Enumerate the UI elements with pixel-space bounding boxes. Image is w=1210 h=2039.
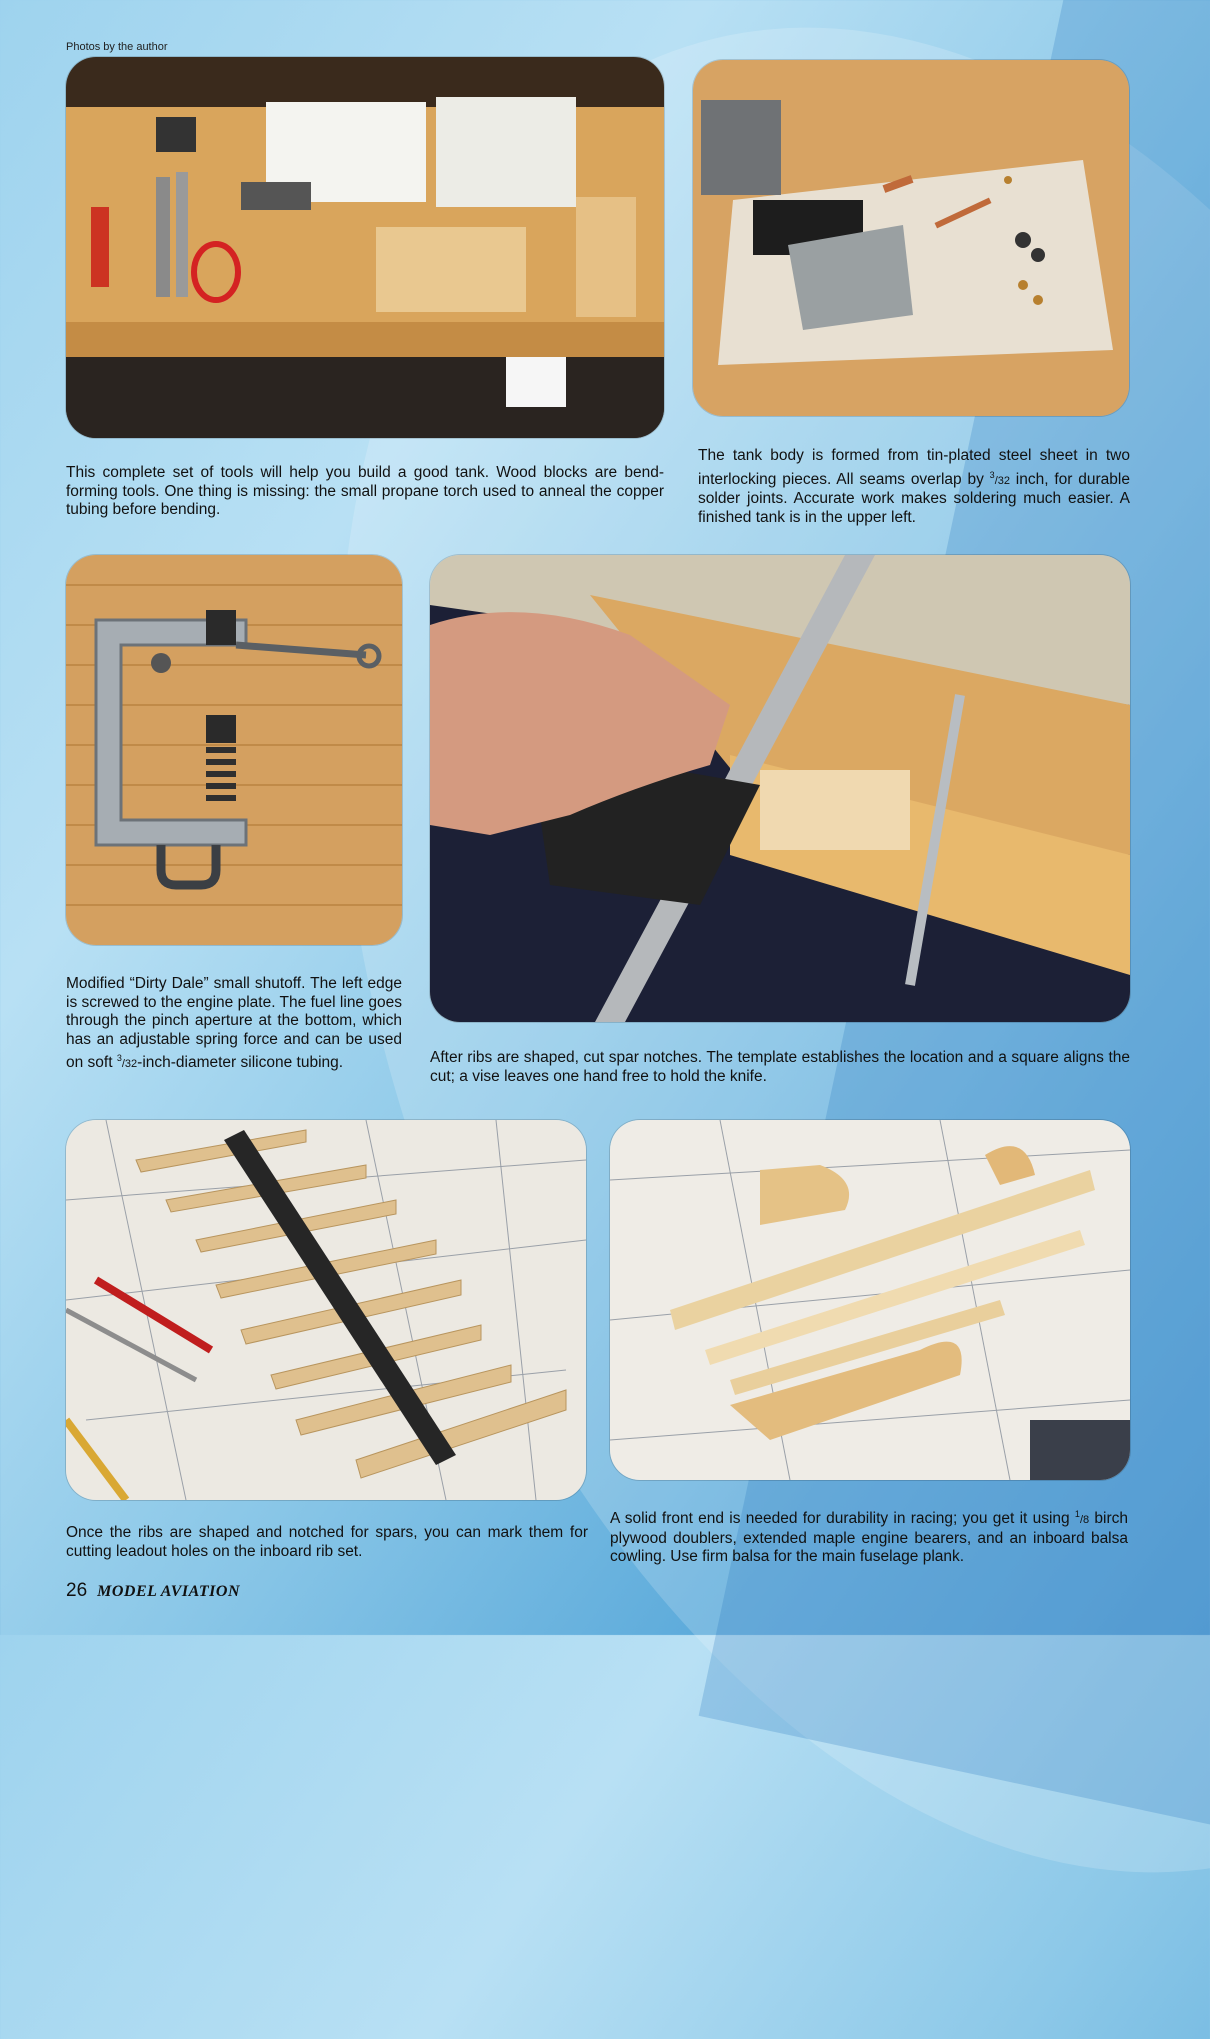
caption-front-end-post: birch plywood doublers, extended maple engine bearers, and an inboard balsa cowling. Use firm balsa for the main fuselage plank.	[610, 1510, 1128, 1566]
photo-ribs	[66, 1120, 586, 1500]
photo-credit: Photos by the author	[66, 41, 168, 53]
photo-tools-workbench	[66, 57, 664, 438]
fraction-numerator: 3	[989, 469, 995, 480]
page-number: 26	[66, 1580, 88, 1601]
magazine-logo: MODEL AVIATION	[97, 1583, 241, 1600]
caption-tools: This complete set of tools will help you build a good tank. Wood blocks are bend-forming tools. One thing is missing: the small propane torch used to anneal the copper tubing before bending.	[66, 464, 664, 518]
photo-tank-parts	[693, 60, 1129, 416]
caption-shutoff	[66, 975, 402, 1074]
caption-front-end	[610, 1505, 1128, 1567]
photo-fuselage-front	[610, 1120, 1130, 1480]
fraction-denominator: /32	[121, 1058, 138, 1071]
caption-shutoff-post: -inch-diameter silicone tubing.	[137, 1054, 344, 1072]
page-footer	[66, 1580, 240, 1602]
caption-shutoff-pre: Modified “Dirty Dale” small shutoff. The left edge is screwed to the engine plate. The fuel line goes through the pinch aperture at the bottom, which has an adjustable spring force and can be used on soft	[66, 975, 402, 1072]
caption-tank-body	[698, 447, 1130, 527]
caption-front-end-pre: A solid front end is needed for durability in racing; you get it using	[610, 1510, 1075, 1528]
fraction-denominator: /32	[994, 474, 1010, 487]
fraction-numerator: 3	[116, 1053, 122, 1063]
photo-shutoff	[66, 555, 402, 945]
fraction-numerator: 1	[1074, 1509, 1080, 1519]
photo-spar-notches	[430, 555, 1130, 1022]
caption-tank-body-pre: The tank body is formed from tin-plated steel sheet in two interlocking pieces. All seams overlap by	[698, 447, 1130, 488]
fraction-denominator: /8	[1079, 1514, 1090, 1527]
caption-ribs: Once the ribs are shaped and notched for spars, you can mark them for cutting leadout holes on the inboard rib set.	[66, 1524, 588, 1560]
caption-tank-body-post: inch, for durable solder joints. Accurate work makes soldering much easier. A finished tank is in the upper left.	[698, 470, 1130, 526]
caption-spar-notches: After ribs are shaped, cut spar notches. The template establishes the location and a square aligns the cut; a vise leaves one hand free to hold the knife.	[430, 1049, 1130, 1085]
